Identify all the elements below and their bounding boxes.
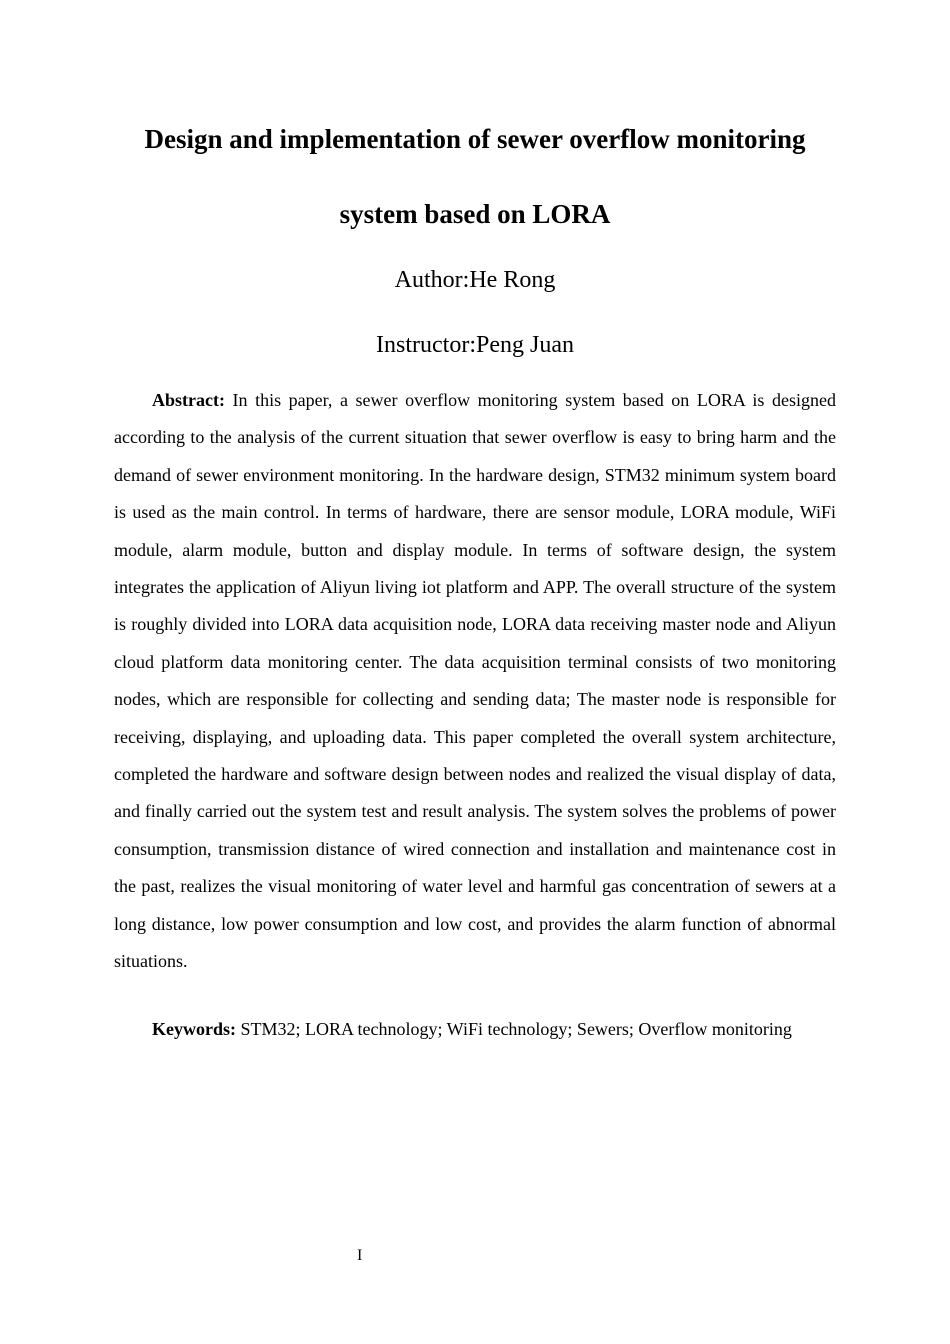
paper-title-line-1: Design and implementation of sewer overflow monitoring <box>144 124 806 154</box>
keywords-text: STM32; LORA technology; WiFi technology; Sewers; Overflow monitoring <box>236 1019 792 1039</box>
author-line: Author:He Rong <box>394 267 556 293</box>
abstract-paragraph <box>114 382 836 981</box>
abstract-text: In this paper, a sewer overflow monitoring system based on LORA is designed according to the analysis of the current situation that sewer overflow is easy to bring harm and the demand of sewer environment monitoring. In the hardware design, STM32 minimum system board is used as the main control. In terms of hardware, there are sensor module, LORA module, WiFi module, alarm module, button and display module. In terms of software design, the system integrates the application of Aliyun living iot platform and APP. The overall structure of the system is roughly divided into LORA data acquisition node, LORA data receiving master node and Aliyun cloud platform data monitoring center. The data acquisition terminal consists of two monitoring nodes, which are responsible for collecting and sending data; The master node is responsible for receiving, displaying, and uploading data. This paper completed the overall system architecture, completed the hardware and software design between nodes and realized the visual display of data, and finally carried out the system test and result analysis. The system solves the problems of power consumption, transmission distance of wired connection and installation and maintenance cost in the past, realizes the visual monitoring of water level and harmful gas concentration of sewers at a long distance, low power consumption and low cost, and provides the alarm function of abnormal situations. <box>114 390 836 972</box>
keywords-label: Keywords: <box>152 1019 236 1039</box>
abstract-label: Abstract: <box>152 390 225 410</box>
page-number: I <box>357 1247 363 1264</box>
instructor-line: Instructor:Peng Juan <box>376 332 574 358</box>
keywords-paragraph <box>114 1015 874 1043</box>
paper-title-line-2: system based on LORA <box>339 199 611 229</box>
